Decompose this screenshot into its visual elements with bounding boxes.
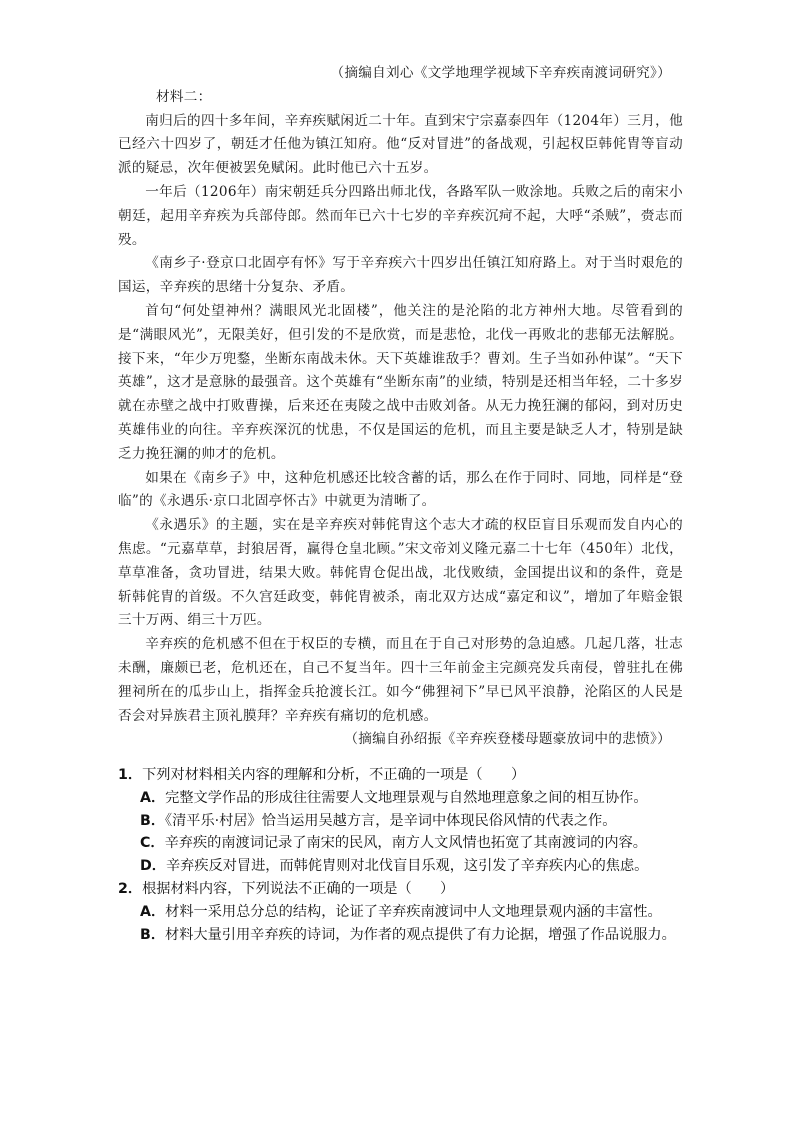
reading-material <box>118 62 683 752</box>
question-1 <box>118 764 683 878</box>
paragraph: 一年后（1206年）南宋朝廷兵分四路出师北伐，各路军队一败涂地。兵败之后的南宋小朝廷，起用辛弃疾为兵部侍郎。然而年已六十七岁的辛弃疾沉疴不起，大呼“杀贼”，赍志而殁。 <box>118 183 683 248</box>
material-label: 材料二： <box>156 88 212 105</box>
source-citation-2: （摘编自孙绍振《辛弃疾登楼母题豪放词中的悲愤》） <box>344 731 671 748</box>
source-citation-1: （摘编自刘心《文学地理学视域下辛弃疾南渡词研究》） <box>330 65 671 81</box>
option-letter: A． <box>140 789 166 806</box>
option-b <box>118 810 683 833</box>
question-section <box>118 764 683 946</box>
option-text: 材料一采用总分总的结构，论证了辛弃疾南渡词中人文地理景观内涵的丰富性。 <box>165 903 662 920</box>
option-a <box>118 901 683 924</box>
option-text: 材料大量引用辛弃疾的诗词，为作者的观点提供了有力论据，增强了作品说服力。 <box>165 926 676 943</box>
question-2 <box>118 878 683 946</box>
paragraph: 首句“何处望神州？满眼风光北固楼”，他关注的是沦陷的北方神州大地。尽管看到的是“满眼风光”，无限美好，但引发的不是欣赏，而是悲怆，北伐一再败北的悲郁无法解脱。接下来，“年少万兜鍪，坐断东南战未休。天下英雄谁敌手？曹刘。生子当如孙仲谋”。“天下英雄”，这才是意脉的最强音。这个英雄有“坐断东南”的业绩，特别是还相当年轻，二十多岁就在赤壁之战中打败曹操，后来还在夷陵之战中击败刘备。从无力挽狂澜的郁闷，到对历史英雄伟业的向往。辛弃疾深沉的忧患，不仅是国运的危机，而且主要是缺乏人才，特别是缺乏力挽狂澜的帅才的危机。 <box>118 302 683 462</box>
option-letter: B． <box>140 812 166 829</box>
paragraph: 《南乡子·登京口北固亭有怀》写于辛弃疾六十四岁出任镇江知府路上。对于当时艰危的国运，辛弃疾的思绪十分复杂、矛盾。 <box>118 255 683 296</box>
option-a <box>118 787 683 810</box>
option-letter: A． <box>140 903 166 920</box>
option-text: 《清平乐·村居》恰当运用吴越方言，是辛词中体现民俗风情的代表之作。 <box>165 812 617 829</box>
option-b <box>118 924 683 947</box>
option-d <box>118 855 683 878</box>
option-text: 辛弃疾反对冒进，而韩侂胄则对北伐盲目乐观，这引发了辛弃疾内心的焦虑。 <box>165 858 649 875</box>
paragraph: 辛弃疾的危机感不但在于权臣的专横，而且在于自己对形势的急迫感。几起几落，壮志未酬，廉颇已老，危机还在，自己不复当年。四十三年前金主完颜亮发兵南侵，曾驻扎在佛狸祠所在的瓜步山上，指挥金兵抢渡长江。如今“佛狸祠下”早已风平浪静，沦陷区的人民是否会对异族君主顶礼膜拜？辛弃疾有痛切的危机感。 <box>118 636 683 724</box>
question-stem: 根据材料内容，下列说法不正确的一项是（ ） <box>142 880 455 897</box>
paragraph: 《永遇乐》的主题，实在是辛弃疾对韩侂胄这个志大才疏的权臣盲目乐观而发自内心的焦虑。“元嘉草草，封狼居胥，赢得仓皇北顾。”宋文帝刘义隆元嘉二十七年（450年）北伐，草草准备，贪功冒进，结果大败。韩侂胄仓促出战，北伐败绩，金国提出议和的条件，竟是斩韩侂胄的首级。不久宫廷政变，韩侂胄被杀，南北双方达成“嘉定和议”，增加了年赔金银三十万两、绢三十万匹。 <box>118 517 683 629</box>
option-letter: B． <box>140 926 166 943</box>
question-number: 2． <box>118 880 143 897</box>
paragraph: 南归后的四十多年间，辛弃疾赋闲近二十年。直到宋宁宗嘉泰四年（1204年）三月，他已经六十四岁了，朝廷才任他为镇江知府。他“反对冒进”的备战观，引起权臣韩侂胄等盲动派的疑忌，次年便被罢免赋闲。此时他已六十五岁。 <box>118 112 683 177</box>
option-text: 辛弃疾的南渡词记录了南宋的民风，南方人文风情也拓宽了其南渡词的内容。 <box>164 835 647 852</box>
option-text: 完整文学作品的形成往往需要人文地理景观与自然地理意象之间的相互协作。 <box>165 789 648 806</box>
paragraph: 如果在《南乡子》中，这种危机感还比较含蓄的话，那么在作于同时、同地，同样是“登临”的《永遇乐·京口北固亭怀古》中就更为清晰了。 <box>118 469 683 510</box>
option-c <box>118 832 683 855</box>
option-letter: C． <box>140 835 165 852</box>
question-stem: 下列对材料相关内容的理解和分析，不正确的一项是（ ） <box>142 767 526 783</box>
question-number: 1． <box>118 767 143 783</box>
option-letter: D． <box>140 858 166 875</box>
